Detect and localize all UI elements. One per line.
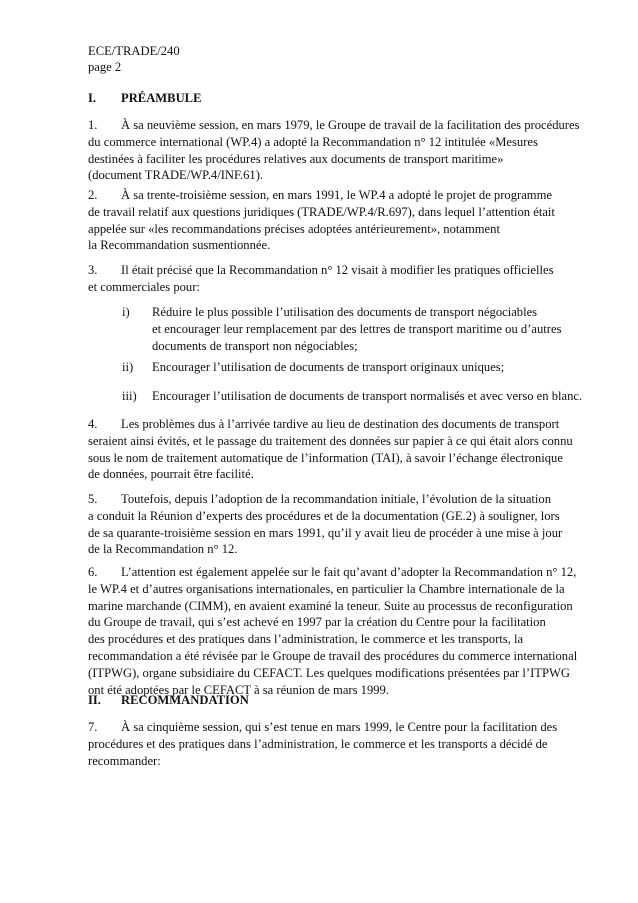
paragraph-line: de travail relatif aux questions juridiques (TRADE/WP.4/R.697), dans lequel l’attention était xyxy=(88,204,555,219)
section-number: II. xyxy=(88,693,101,707)
paragraph-2 xyxy=(88,187,603,254)
paragraph-number: 2. xyxy=(88,188,98,202)
paragraph-4 xyxy=(88,416,603,483)
paragraph-line: 6. L’attention est également appelée sur le fait qu’avant d’adopter la Recommandation n° 12, xyxy=(88,565,577,579)
list-item-text: Réduire le plus possible l’utilisation des documents de transport négociables et encourager leur remplacement par des lettres de transport maritime ou d’autres documents de transport non négociables; xyxy=(152,305,562,353)
paragraph-line: destinées à faciliter les procédures relatives aux documents de transport maritime» xyxy=(88,151,504,166)
section-heading-recommandation xyxy=(88,692,249,708)
paragraph-line: ont été adoptées par le CEFACT à sa réunion de mars 1999. xyxy=(88,682,390,697)
paragraph-line: marine marchande (CIMM), en avaient examiné la teneur. Suite au processus de reconfiguration xyxy=(88,598,573,613)
paragraph-5 xyxy=(88,491,603,558)
paragraph-number: 4. xyxy=(88,417,98,431)
paragraph-line: 2. À sa trente-troisième session, en mars 1991, le WP.4 a adopté le projet de programme xyxy=(88,188,552,202)
paragraph-number: 1. xyxy=(88,118,98,132)
paragraph-number: 6. xyxy=(88,565,98,579)
paragraph-line: 7. À sa cinquième session, qui s’est tenue en mars 1999, le Centre pour la facilitation des xyxy=(88,720,558,734)
list-marker: ii) xyxy=(122,360,134,374)
list-item-text: Encourager l’utilisation de documents de transport originaux uniques; xyxy=(152,360,505,374)
paragraph-1 xyxy=(88,117,603,184)
paragraph-number: 7. xyxy=(88,720,98,734)
paragraph-line: du commerce international (WP.4) a adopté la Recommandation n° 12 intitulée «Mesures xyxy=(88,134,538,149)
paragraph-line: a conduit la Réunion d’experts des procédures et de la documentation (GE.2) à souligner, lors xyxy=(88,508,560,523)
paragraph-line: appelée sur «les recommandations précises adoptées antérieurement», notamment xyxy=(88,221,500,236)
list-item-text: Encourager l’utilisation de documents de transport normalisés et avec verso en blanc. xyxy=(152,389,583,403)
paragraph-line: recommandation a été révisée par le Groupe de travail des procédures du commerce international xyxy=(88,648,578,663)
paragraph-line: (document TRADE/WP.4/INF.61). xyxy=(88,168,264,183)
section-number: I. xyxy=(88,91,97,105)
page-header xyxy=(88,43,180,75)
paragraph-line: sous le nom de traitement automatique de l’information (TAI), à savoir l’échange électronique xyxy=(88,450,563,465)
document-reference: ECE/TRADE/240 xyxy=(88,44,180,58)
section-title: PRÉAMBULE xyxy=(121,91,202,105)
paragraph-line: 1. À sa neuvième session, en mars 1979, le Groupe de travail de la facilitation des procédures xyxy=(88,118,580,132)
paragraph-line: 3. Il était précisé que la Recommandation n° 12 visait à modifier les pratiques officielles xyxy=(88,263,554,277)
paragraph-line: (ITPWG), organe subsidiaire du CEFACT. Les quelques modifications présentées par l’ITPWG xyxy=(88,665,570,680)
paragraph-number: 3. xyxy=(88,263,98,277)
paragraph-line: 5. Toutefois, depuis l’adoption de la recommandation initiale, l’évolution de la situation xyxy=(88,492,552,506)
paragraph-line: du Groupe de travail, qui s’est achevé en 1997 par la création du Centre pour la facilitation xyxy=(88,615,546,630)
section-heading-preambule xyxy=(88,90,201,106)
paragraph-6 xyxy=(88,564,603,698)
paragraph-line: procédures et des pratiques dans l’administration, le commerce et les transports a décidé de xyxy=(88,736,548,751)
paragraph-3 xyxy=(88,262,603,296)
paragraph-line: recommander: xyxy=(88,753,161,768)
list-marker: i) xyxy=(122,305,130,319)
paragraph-number: 5. xyxy=(88,492,98,506)
list-marker: iii) xyxy=(122,389,137,403)
page-number: page 2 xyxy=(88,60,122,74)
paragraph-line: de données, pourrait être facilité. xyxy=(88,467,254,482)
paragraph-line: la Recommandation susmentionnée. xyxy=(88,238,271,253)
paragraph-line: de la Recommandation n° 12. xyxy=(88,542,238,557)
section-title: RECOMMANDATION xyxy=(121,693,249,707)
paragraph-line: seraient ainsi évités, et le passage du traitement des données sur papier à ce qui était alors connu xyxy=(88,433,573,448)
paragraph-line: des procédures et des pratiques dans l’administration, le commerce et les transports, la xyxy=(88,632,524,647)
paragraph-line: et commerciales pour: xyxy=(88,279,200,294)
paragraph-line: le WP.4 et d’autres organisations internationales, en particulier la Chambre internationale de la xyxy=(88,581,565,596)
paragraph-line: de sa quarante-troisième session en mars 1991, qu’il y avait lieu de procéder à une mise à jour xyxy=(88,525,563,540)
paragraph-line: 4. Les problèmes dus à l’arrivée tardive au lieu de destination des documents de transport xyxy=(88,417,560,431)
paragraph-7 xyxy=(88,719,603,769)
